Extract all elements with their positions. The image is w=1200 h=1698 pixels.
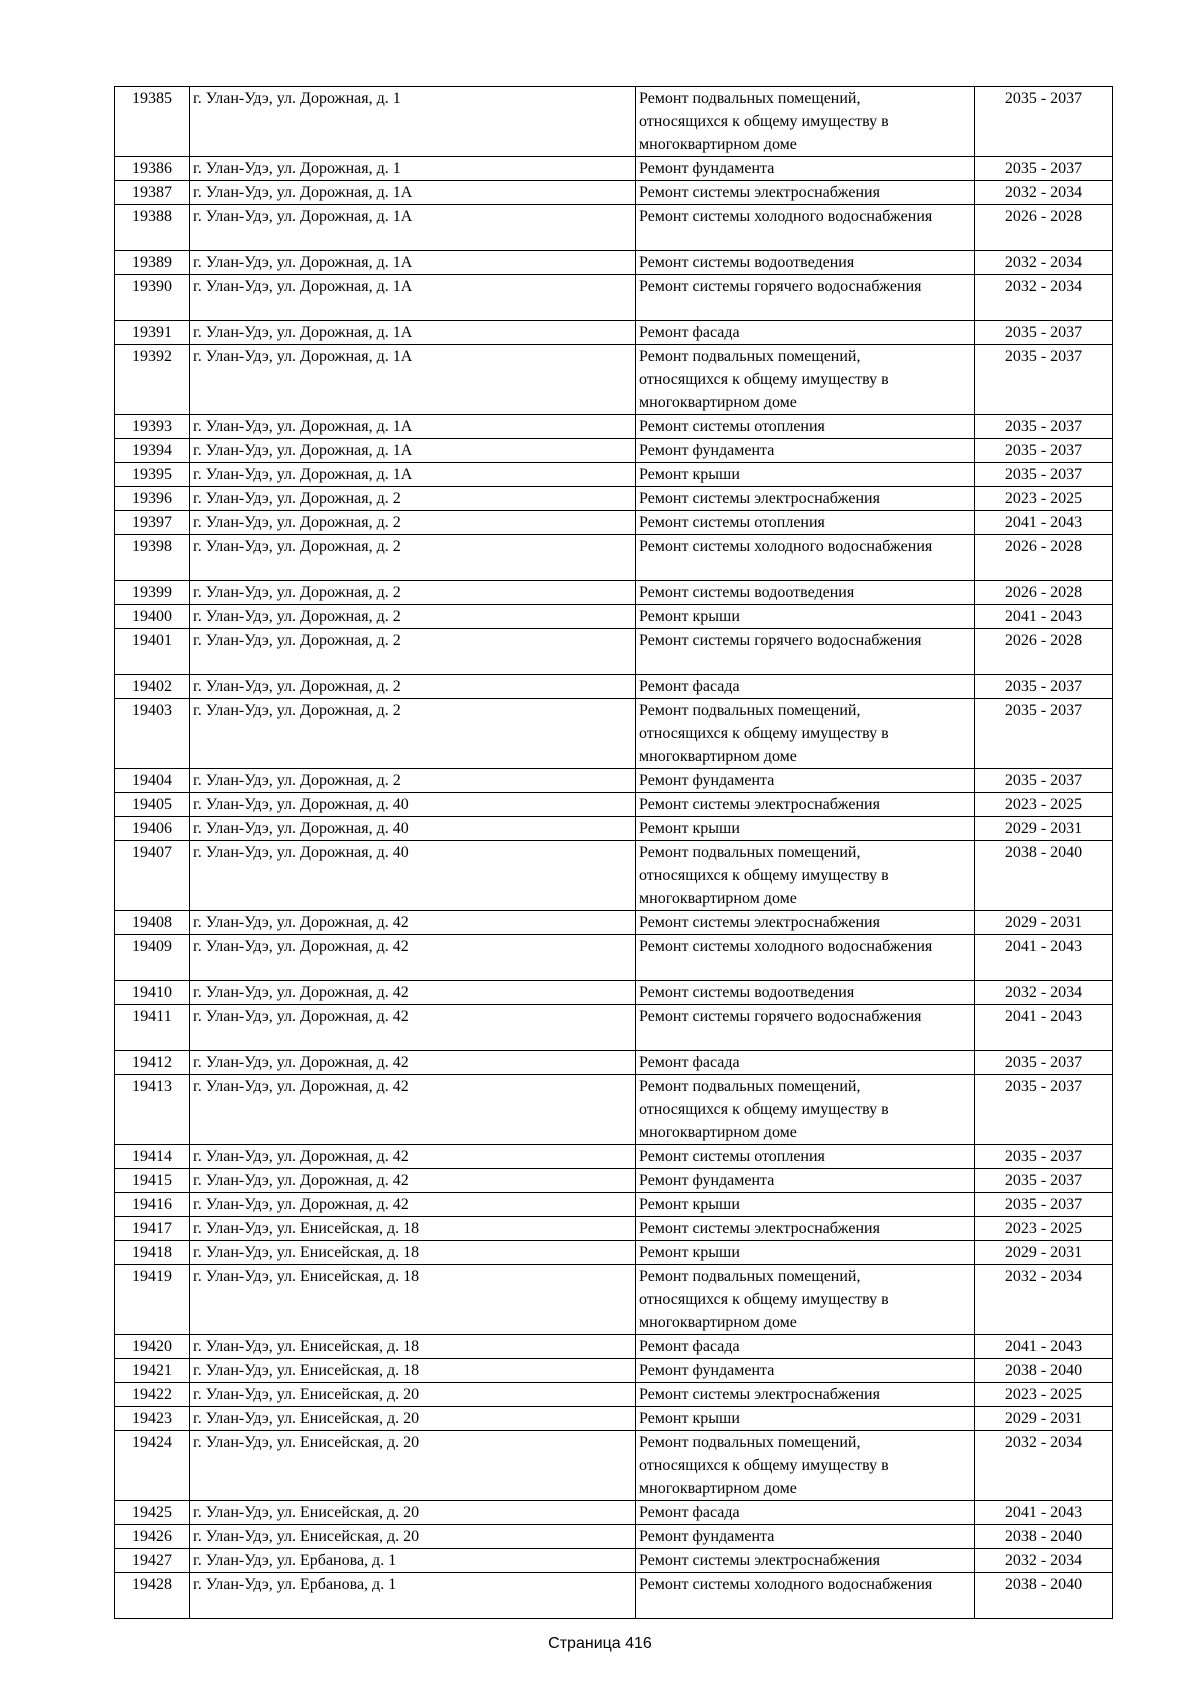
- row-number-cell: 19426: [115, 1525, 190, 1549]
- table-row: [115, 321, 1113, 345]
- row-number-cell: 19389: [115, 251, 190, 275]
- address-cell: г. Улан-Удэ, ул. Енисейская, д. 20: [190, 1407, 636, 1431]
- row-number-cell: 19427: [115, 1549, 190, 1573]
- address-cell: г. Улан-Удэ, ул. Дорожная, д. 1А: [190, 251, 636, 275]
- address-cell: г. Улан-Удэ, ул. Дорожная, д. 42: [190, 1075, 636, 1145]
- work-type-cell: [636, 1193, 975, 1217]
- period-cell: 2029 - 2031: [975, 1241, 1113, 1265]
- work-type-line: Ремонт системы электроснабжения: [639, 796, 880, 813]
- work-type-cell: [636, 1005, 975, 1051]
- period-cell: 2026 - 2028: [975, 581, 1113, 605]
- period-cell: 2035 - 2037: [975, 321, 1113, 345]
- work-type-cell: [636, 1407, 975, 1431]
- work-type-cell: [636, 1051, 975, 1075]
- work-type-line: Ремонт системы холодного водоснабжения: [639, 1576, 933, 1593]
- row-number-cell: 19404: [115, 769, 190, 793]
- row-number-cell: 19387: [115, 181, 190, 205]
- work-type-line: Ремонт крыши: [639, 820, 740, 837]
- work-type-line: Ремонт подвальных помещений,: [639, 844, 861, 861]
- address-cell: г. Улан-Удэ, ул. Ербанова, д. 1: [190, 1573, 636, 1619]
- address-cell: г. Улан-Удэ, ул. Енисейская, д. 18: [190, 1217, 636, 1241]
- work-type-cell: [636, 1525, 975, 1549]
- table-row: [115, 275, 1113, 321]
- period-cell: 2035 - 2037: [975, 345, 1113, 415]
- address-cell: г. Улан-Удэ, ул. Енисейская, д. 20: [190, 1525, 636, 1549]
- row-number-cell: 19392: [115, 345, 190, 415]
- work-type-line: Ремонт системы отопления: [639, 418, 825, 435]
- table-row: [115, 1525, 1113, 1549]
- period-cell: 2041 - 2043: [975, 935, 1113, 981]
- period-cell: 2041 - 2043: [975, 511, 1113, 535]
- work-type-cell: [636, 1145, 975, 1169]
- work-type-line: многоквартирном доме: [639, 890, 797, 907]
- period-cell: 2035 - 2037: [975, 1145, 1113, 1169]
- row-number-cell: 19415: [115, 1169, 190, 1193]
- table-row: [115, 1217, 1113, 1241]
- row-number-cell: 19424: [115, 1431, 190, 1501]
- row-number-cell: 19422: [115, 1383, 190, 1407]
- address-cell: г. Улан-Удэ, ул. Дорожная, д. 40: [190, 793, 636, 817]
- period-cell: 2023 - 2025: [975, 487, 1113, 511]
- row-number-cell: 19416: [115, 1193, 190, 1217]
- row-number-cell: 19396: [115, 487, 190, 511]
- address-cell: г. Улан-Удэ, ул. Дорожная, д. 40: [190, 817, 636, 841]
- work-type-line: Ремонт системы водоотведения: [639, 984, 855, 1001]
- address-cell: г. Улан-Удэ, ул. Дорожная, д. 1А: [190, 415, 636, 439]
- period-cell: 2032 - 2034: [975, 181, 1113, 205]
- period-cell: 2035 - 2037: [975, 1169, 1113, 1193]
- row-number-cell: 19412: [115, 1051, 190, 1075]
- work-type-line: Ремонт фасада: [639, 1504, 740, 1521]
- period-cell: 2023 - 2025: [975, 1217, 1113, 1241]
- work-type-line: Ремонт фасада: [639, 678, 740, 695]
- capital-repair-table: [114, 86, 1113, 1619]
- address-cell: г. Улан-Удэ, ул. Дорожная, д. 2: [190, 769, 636, 793]
- row-number-cell: 19401: [115, 629, 190, 675]
- table-row: [115, 1075, 1113, 1145]
- work-type-line: Ремонт системы горячего водоснабжения: [639, 278, 922, 295]
- address-cell: г. Улан-Удэ, ул. Дорожная, д. 42: [190, 935, 636, 981]
- row-number-cell: 19398: [115, 535, 190, 581]
- table-row: [115, 841, 1113, 911]
- address-cell: г. Улан-Удэ, ул. Дорожная, д. 1А: [190, 275, 636, 321]
- work-type-line: Ремонт фасада: [639, 1054, 740, 1071]
- work-type-line: Ремонт подвальных помещений,: [639, 1434, 861, 1451]
- row-number-cell: 19409: [115, 935, 190, 981]
- period-cell: 2035 - 2037: [975, 699, 1113, 769]
- work-type-line: Ремонт системы электроснабжения: [639, 1220, 880, 1237]
- page-number-label: Страница 416: [548, 1635, 652, 1652]
- work-type-line: Ремонт системы электроснабжения: [639, 914, 880, 931]
- work-type-cell: [636, 1549, 975, 1573]
- row-number-cell: 19393: [115, 415, 190, 439]
- row-number-cell: 19386: [115, 157, 190, 181]
- row-number-cell: 19407: [115, 841, 190, 911]
- period-cell: 2038 - 2040: [975, 1525, 1113, 1549]
- table-body: [115, 87, 1113, 1619]
- work-type-line: Ремонт подвальных помещений,: [639, 1078, 861, 1095]
- address-cell: г. Улан-Удэ, ул. Дорожная, д. 2: [190, 629, 636, 675]
- row-number-cell: 19399: [115, 581, 190, 605]
- period-cell: 2041 - 2043: [975, 1005, 1113, 1051]
- period-cell: 2035 - 2037: [975, 439, 1113, 463]
- work-type-line: Ремонт системы электроснабжения: [639, 1386, 880, 1403]
- work-type-cell: [636, 1359, 975, 1383]
- work-type-line: Ремонт системы электроснабжения: [639, 1552, 880, 1569]
- work-type-line: Ремонт системы отопления: [639, 514, 825, 531]
- row-number-cell: 19395: [115, 463, 190, 487]
- row-number-cell: 19405: [115, 793, 190, 817]
- row-number-cell: 19418: [115, 1241, 190, 1265]
- row-number-cell: 19417: [115, 1217, 190, 1241]
- work-type-cell: [636, 769, 975, 793]
- work-type-line: Ремонт системы отопления: [639, 1148, 825, 1165]
- period-cell: 2038 - 2040: [975, 1573, 1113, 1619]
- table-row: [115, 1383, 1113, 1407]
- work-type-cell: [636, 535, 975, 581]
- period-cell: 2026 - 2028: [975, 535, 1113, 581]
- work-type-line: Ремонт системы электроснабжения: [639, 490, 880, 507]
- row-number-cell: 19408: [115, 911, 190, 935]
- row-number-cell: 19411: [115, 1005, 190, 1051]
- table-row: [115, 1051, 1113, 1075]
- work-type-line: Ремонт крыши: [639, 608, 740, 625]
- row-number-cell: 19397: [115, 511, 190, 535]
- work-type-line: относящихся к общему имуществу в: [639, 1291, 889, 1308]
- work-type-cell: [636, 157, 975, 181]
- period-cell: 2035 - 2037: [975, 769, 1113, 793]
- work-type-cell: [636, 487, 975, 511]
- table-row: [115, 699, 1113, 769]
- work-type-line: Ремонт крыши: [639, 1410, 740, 1427]
- work-type-cell: [636, 1241, 975, 1265]
- work-type-line: Ремонт подвальных помещений,: [639, 90, 861, 107]
- row-number-cell: 19388: [115, 205, 190, 251]
- work-type-line: Ремонт крыши: [639, 466, 740, 483]
- work-type-cell: [636, 181, 975, 205]
- work-type-line: Ремонт системы холодного водоснабжения: [639, 938, 933, 955]
- work-type-line: Ремонт фундамента: [639, 772, 775, 789]
- table-row: [115, 793, 1113, 817]
- row-number-cell: 19390: [115, 275, 190, 321]
- work-type-line: относящихся к общему имуществу в: [639, 371, 889, 388]
- row-number-cell: 19400: [115, 605, 190, 629]
- address-cell: г. Улан-Удэ, ул. Дорожная, д. 1А: [190, 205, 636, 251]
- work-type-line: многоквартирном доме: [639, 1124, 797, 1141]
- address-cell: г. Улан-Удэ, ул. Дорожная, д. 42: [190, 1169, 636, 1193]
- row-number-cell: 19428: [115, 1573, 190, 1619]
- table-row: [115, 487, 1113, 511]
- address-cell: г. Улан-Удэ, ул. Енисейская, д. 20: [190, 1501, 636, 1525]
- address-cell: г. Улан-Удэ, ул. Дорожная, д. 1А: [190, 345, 636, 415]
- work-type-cell: [636, 1431, 975, 1501]
- address-cell: г. Улан-Удэ, ул. Енисейская, д. 20: [190, 1431, 636, 1501]
- work-type-cell: [636, 463, 975, 487]
- row-number-cell: 19402: [115, 675, 190, 699]
- period-cell: 2029 - 2031: [975, 911, 1113, 935]
- work-type-line: многоквартирном доме: [639, 394, 797, 411]
- address-cell: г. Улан-Удэ, ул. Дорожная, д. 1А: [190, 181, 636, 205]
- table-row: [115, 535, 1113, 581]
- row-number-cell: 19425: [115, 1501, 190, 1525]
- work-type-line: Ремонт фасада: [639, 1338, 740, 1355]
- table-row: [115, 1265, 1113, 1335]
- work-type-line: многоквартирном доме: [639, 1314, 797, 1331]
- period-cell: 2041 - 2043: [975, 605, 1113, 629]
- table-row: [115, 817, 1113, 841]
- work-type-cell: [636, 87, 975, 157]
- period-cell: 2041 - 2043: [975, 1335, 1113, 1359]
- address-cell: г. Улан-Удэ, ул. Енисейская, д. 18: [190, 1359, 636, 1383]
- period-cell: 2035 - 2037: [975, 1075, 1113, 1145]
- period-cell: 2032 - 2034: [975, 1265, 1113, 1335]
- work-type-cell: [636, 415, 975, 439]
- period-cell: 2035 - 2037: [975, 1051, 1113, 1075]
- work-type-cell: [636, 817, 975, 841]
- work-type-line: Ремонт системы горячего водоснабжения: [639, 632, 922, 649]
- work-type-cell: [636, 581, 975, 605]
- row-number-cell: 19410: [115, 981, 190, 1005]
- period-cell: 2023 - 2025: [975, 793, 1113, 817]
- work-type-line: Ремонт фундамента: [639, 1172, 775, 1189]
- table-row: [115, 1169, 1113, 1193]
- work-type-cell: [636, 1335, 975, 1359]
- row-number-cell: 19406: [115, 817, 190, 841]
- table-row: [115, 629, 1113, 675]
- period-cell: 2032 - 2034: [975, 1549, 1113, 1573]
- row-number-cell: 19421: [115, 1359, 190, 1383]
- table-row: [115, 87, 1113, 157]
- address-cell: г. Улан-Удэ, ул. Дорожная, д. 40: [190, 841, 636, 911]
- address-cell: г. Улан-Удэ, ул. Дорожная, д. 2: [190, 535, 636, 581]
- work-type-line: многоквартирном доме: [639, 1480, 797, 1497]
- table-row: [115, 1359, 1113, 1383]
- work-type-line: относящихся к общему имуществу в: [639, 1457, 889, 1474]
- address-cell: г. Улан-Удэ, ул. Енисейская, д. 20: [190, 1383, 636, 1407]
- address-cell: г. Улан-Удэ, ул. Дорожная, д. 42: [190, 911, 636, 935]
- work-type-cell: [636, 1501, 975, 1525]
- period-cell: 2035 - 2037: [975, 415, 1113, 439]
- address-cell: г. Улан-Удэ, ул. Дорожная, д. 1А: [190, 463, 636, 487]
- period-cell: 2032 - 2034: [975, 275, 1113, 321]
- period-cell: 2029 - 2031: [975, 1407, 1113, 1431]
- work-type-line: Ремонт системы водоотведения: [639, 584, 855, 601]
- work-type-line: Ремонт фундамента: [639, 442, 775, 459]
- work-type-line: Ремонт системы водоотведения: [639, 254, 855, 271]
- table-row: [115, 251, 1113, 275]
- table-row: [115, 1573, 1113, 1619]
- address-cell: г. Улан-Удэ, ул. Дорожная, д. 1А: [190, 439, 636, 463]
- work-type-line: многоквартирном доме: [639, 748, 797, 765]
- table-row: [115, 1407, 1113, 1431]
- address-cell: г. Улан-Удэ, ул. Енисейская, д. 18: [190, 1335, 636, 1359]
- address-cell: г. Улан-Удэ, ул. Дорожная, д. 42: [190, 1005, 636, 1051]
- work-type-line: Ремонт фасада: [639, 324, 740, 341]
- table-row: [115, 605, 1113, 629]
- table-row: [115, 935, 1113, 981]
- work-type-cell: [636, 1265, 975, 1335]
- address-cell: г. Улан-Удэ, ул. Дорожная, д. 42: [190, 1051, 636, 1075]
- work-type-line: относящихся к общему имуществу в: [639, 1101, 889, 1118]
- period-cell: 2035 - 2037: [975, 463, 1113, 487]
- table-row: [115, 1501, 1113, 1525]
- work-type-line: Ремонт системы холодного водоснабжения: [639, 538, 933, 555]
- address-cell: г. Улан-Удэ, ул. Дорожная, д. 1: [190, 157, 636, 181]
- work-type-cell: [636, 911, 975, 935]
- row-number-cell: 19413: [115, 1075, 190, 1145]
- row-number-cell: 19385: [115, 87, 190, 157]
- row-number-cell: 19419: [115, 1265, 190, 1335]
- work-type-cell: [636, 205, 975, 251]
- table-row: [115, 439, 1113, 463]
- address-cell: г. Улан-Удэ, ул. Ербанова, д. 1: [190, 1549, 636, 1573]
- address-cell: г. Улан-Удэ, ул. Дорожная, д. 2: [190, 487, 636, 511]
- work-type-line: Ремонт системы горячего водоснабжения: [639, 1008, 922, 1025]
- page-footer: [0, 1635, 1200, 1653]
- work-type-line: Ремонт подвальных помещений,: [639, 702, 861, 719]
- address-cell: г. Улан-Удэ, ул. Дорожная, д. 42: [190, 981, 636, 1005]
- period-cell: 2029 - 2031: [975, 817, 1113, 841]
- work-type-cell: [636, 439, 975, 463]
- work-type-cell: [636, 981, 975, 1005]
- work-type-line: Ремонт системы электроснабжения: [639, 184, 880, 201]
- table-row: [115, 1335, 1113, 1359]
- work-type-cell: [636, 1383, 975, 1407]
- period-cell: 2035 - 2037: [975, 1193, 1113, 1217]
- table-row: [115, 769, 1113, 793]
- address-cell: г. Улан-Удэ, ул. Дорожная, д. 2: [190, 581, 636, 605]
- work-type-cell: [636, 345, 975, 415]
- address-cell: г. Улан-Удэ, ул. Дорожная, д. 2: [190, 511, 636, 535]
- table-row: [115, 581, 1113, 605]
- address-cell: г. Улан-Удэ, ул. Дорожная, д. 1: [190, 87, 636, 157]
- period-cell: 2035 - 2037: [975, 87, 1113, 157]
- table-row: [115, 1431, 1113, 1501]
- work-type-line: Ремонт системы холодного водоснабжения: [639, 208, 933, 225]
- period-cell: 2038 - 2040: [975, 841, 1113, 911]
- work-type-cell: [636, 251, 975, 275]
- address-cell: г. Улан-Удэ, ул. Дорожная, д. 2: [190, 699, 636, 769]
- address-cell: г. Улан-Удэ, ул. Енисейская, д. 18: [190, 1241, 636, 1265]
- work-type-line: относящихся к общему имуществу в: [639, 725, 889, 742]
- work-type-line: Ремонт крыши: [639, 1244, 740, 1261]
- work-type-cell: [636, 793, 975, 817]
- work-type-cell: [636, 935, 975, 981]
- work-type-cell: [636, 841, 975, 911]
- work-type-line: Ремонт подвальных помещений,: [639, 348, 861, 365]
- work-type-cell: [636, 511, 975, 535]
- work-type-cell: [636, 699, 975, 769]
- work-type-line: Ремонт подвальных помещений,: [639, 1268, 861, 1285]
- period-cell: 2035 - 2037: [975, 675, 1113, 699]
- table-row: [115, 1145, 1113, 1169]
- work-type-line: относящихся к общему имуществу в: [639, 867, 889, 884]
- work-type-line: Ремонт фундамента: [639, 1362, 775, 1379]
- table-row: [115, 1549, 1113, 1573]
- period-cell: 2035 - 2037: [975, 157, 1113, 181]
- table-row: [115, 157, 1113, 181]
- row-number-cell: 19391: [115, 321, 190, 345]
- period-cell: 2023 - 2025: [975, 1383, 1113, 1407]
- table-row: [115, 981, 1113, 1005]
- address-cell: г. Улан-Удэ, ул. Енисейская, д. 18: [190, 1265, 636, 1335]
- table-row: [115, 1005, 1113, 1051]
- table-row: [115, 511, 1113, 535]
- period-cell: 2032 - 2034: [975, 1431, 1113, 1501]
- table-row: [115, 415, 1113, 439]
- address-cell: г. Улан-Удэ, ул. Дорожная, д. 42: [190, 1145, 636, 1169]
- table-row: [115, 205, 1113, 251]
- work-type-cell: [636, 1075, 975, 1145]
- period-cell: 2041 - 2043: [975, 1501, 1113, 1525]
- row-number-cell: 19394: [115, 439, 190, 463]
- table-row: [115, 911, 1113, 935]
- work-type-line: Ремонт крыши: [639, 1196, 740, 1213]
- work-type-line: многоквартирном доме: [639, 136, 797, 153]
- work-type-line: Ремонт фундамента: [639, 160, 775, 177]
- work-type-cell: [636, 1573, 975, 1619]
- work-type-cell: [636, 629, 975, 675]
- work-type-line: Ремонт фундамента: [639, 1528, 775, 1545]
- work-type-cell: [636, 1217, 975, 1241]
- period-cell: 2032 - 2034: [975, 981, 1113, 1005]
- table-row: [115, 1193, 1113, 1217]
- address-cell: г. Улан-Удэ, ул. Дорожная, д. 2: [190, 605, 636, 629]
- table-row: [115, 345, 1113, 415]
- row-number-cell: 19414: [115, 1145, 190, 1169]
- period-cell: 2038 - 2040: [975, 1359, 1113, 1383]
- work-type-cell: [636, 275, 975, 321]
- row-number-cell: 19403: [115, 699, 190, 769]
- period-cell: 2032 - 2034: [975, 251, 1113, 275]
- row-number-cell: 19420: [115, 1335, 190, 1359]
- period-cell: 2026 - 2028: [975, 629, 1113, 675]
- period-cell: 2026 - 2028: [975, 205, 1113, 251]
- table-row: [115, 181, 1113, 205]
- address-cell: г. Улан-Удэ, ул. Дорожная, д. 42: [190, 1193, 636, 1217]
- table-row: [115, 1241, 1113, 1265]
- address-cell: г. Улан-Удэ, ул. Дорожная, д. 2: [190, 675, 636, 699]
- row-number-cell: 19423: [115, 1407, 190, 1431]
- work-type-cell: [636, 605, 975, 629]
- work-type-cell: [636, 675, 975, 699]
- work-type-cell: [636, 1169, 975, 1193]
- work-type-line: относящихся к общему имуществу в: [639, 113, 889, 130]
- work-type-cell: [636, 321, 975, 345]
- table-row: [115, 675, 1113, 699]
- address-cell: г. Улан-Удэ, ул. Дорожная, д. 1А: [190, 321, 636, 345]
- table-row: [115, 463, 1113, 487]
